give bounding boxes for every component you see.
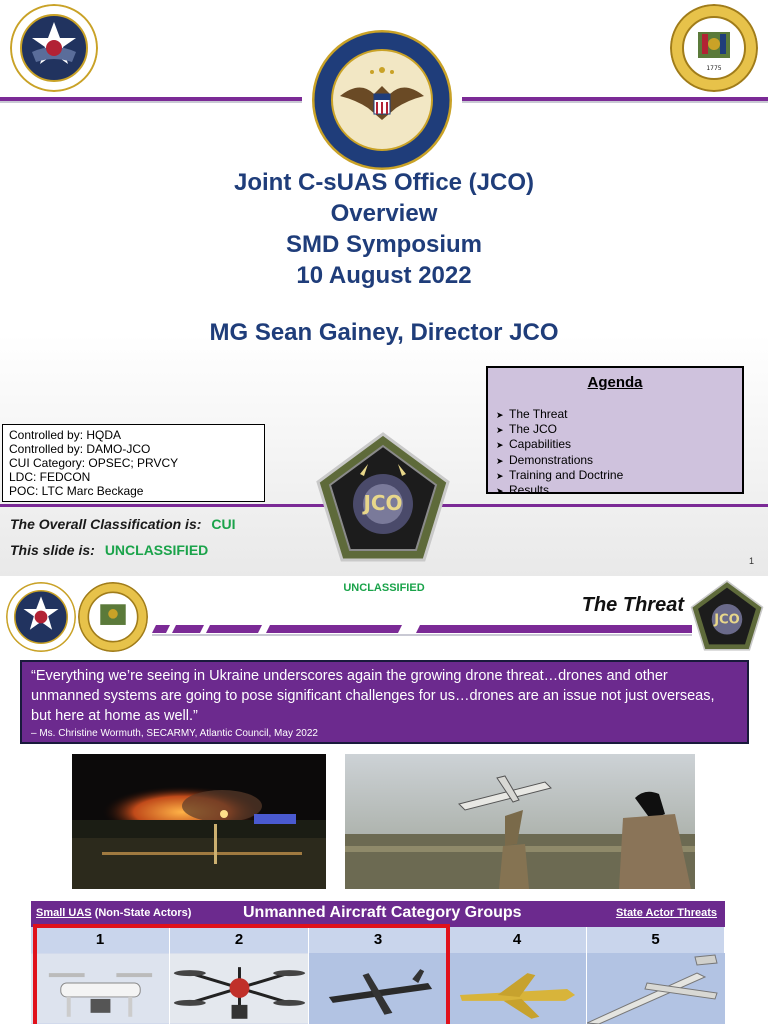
small-uas-link[interactable]: Small UAS (Non-State Actors) [36, 907, 192, 919]
group-1-header: 1 [31, 927, 170, 953]
uas-groups-title: Unmanned Aircraft Category Groups [243, 904, 522, 921]
group-3-header: 3 [309, 927, 448, 953]
overall-classification-value: CUI [211, 516, 236, 532]
agenda-box [486, 366, 744, 498]
quote-text: “Everything we’re seeing in Ukraine underscores again the growing drone threat…drones and other unmanned systems are going to pose significant challenges for us…drones are an issue not just overseas, but here at home as well.” [31, 668, 715, 724]
agenda-item: ➤ Training and Doctrine [496, 467, 624, 482]
quote-attribution: – Ms. Christine Wormuth, SECARMY, Atlantic Council, May 2022 [31, 728, 318, 739]
title-line: SMD Symposium [285, 231, 483, 258]
control-line: LDC: FEDCON [9, 470, 91, 484]
control-line: POC: LTC Marc Beckage [9, 484, 144, 498]
arrow-bullet-icon: ➤ [496, 440, 504, 451]
jco-emblem-text: JCO [363, 491, 403, 515]
slide-classification [10, 542, 208, 558]
header-divider [152, 623, 692, 637]
title-line: Joint C-sUAS Office (JCO) [233, 169, 535, 196]
arrow-bullet-icon: ➤ [496, 455, 504, 466]
arrow-bullet-icon: ➤ [496, 410, 504, 420]
agenda-title: Agenda [587, 374, 643, 391]
group-2-header: 2 [170, 927, 309, 953]
page-number: 1 [748, 556, 754, 566]
small-uas-highlight-frame [33, 924, 450, 1024]
slide-title: The Threat [581, 594, 684, 616]
agenda-item: ➤ Capabilities [496, 437, 572, 452]
slide-classification-value: UNCLASSIFIED [104, 542, 209, 558]
header-divider-right [462, 97, 768, 103]
army-year: 1775 [706, 65, 722, 72]
header-divider-left [0, 97, 302, 103]
osd-acquisition-seal-icon [10, 4, 98, 92]
control-marking-block [2, 424, 265, 502]
group-4-header: 4 [448, 927, 587, 953]
army-seal-icon [78, 582, 148, 652]
title-line: Overview [330, 200, 438, 227]
jco-emblem-text: JCO [714, 612, 740, 628]
jet-drone-icon [448, 953, 587, 1024]
overall-classification [10, 516, 236, 532]
night-attack-photo [72, 754, 326, 889]
arrow-bullet-icon: ➤ [496, 425, 504, 436]
slide-the-threat [0, 576, 768, 1024]
agenda-item: ➤ Results [496, 483, 550, 498]
army-seal-icon [670, 4, 758, 92]
large-uav-icon [587, 953, 725, 1024]
control-line: Controlled by: DAMO-JCO [9, 442, 151, 456]
agenda-item: ➤ The JCO [496, 422, 558, 437]
drone-launch-photo [345, 754, 695, 889]
arrow-bullet-icon: ➤ [496, 470, 504, 481]
agenda-item: ➤ The Threat [496, 407, 568, 421]
overall-classification-label: The Overall Classification is: [10, 516, 202, 532]
agenda-item: ➤ Demonstrations [496, 452, 594, 467]
osd-acquisition-seal-icon [6, 582, 76, 652]
control-line: CUI Category: OPSEC; PRVCY [9, 456, 179, 470]
slide-classification-label: This slide is: [10, 542, 95, 558]
dod-seal-icon [312, 30, 452, 170]
quote-box [20, 660, 749, 744]
agenda-list [496, 407, 742, 498]
jco-emblem-icon [690, 580, 764, 652]
title-line: 10 August 2022 [296, 262, 472, 289]
slide-title-block [0, 167, 768, 291]
director-name: MG Sean Gainey, Director JCO [209, 319, 559, 346]
state-actor-threats-link[interactable]: State Actor Threats [615, 907, 717, 919]
control-line: Controlled by: HQDA [9, 428, 122, 442]
classification-banner: UNCLASSIFIED [343, 582, 425, 594]
jco-emblem-icon [316, 432, 450, 564]
group-5-header: 5 [587, 927, 725, 953]
arrow-bullet-icon: ➤ [496, 486, 504, 497]
